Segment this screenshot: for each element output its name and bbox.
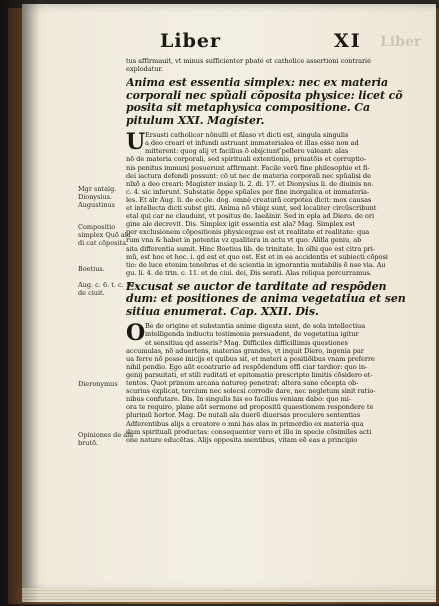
- show-through-header: Liber: [380, 34, 422, 50]
- running-header: [160, 30, 420, 56]
- chapter-heading: [126, 77, 416, 127]
- chapter-heading: [126, 281, 416, 319]
- text-line: ora te requiro, plane aũt sermone ad propositũ quaestionem respondere te: [126, 403, 374, 412]
- margin-note: Opiniones de ala brutõ.: [78, 431, 134, 447]
- text-line: et intellecta dicti subst giti. Anima nõ vbiqz sunt, sed localiter circũscribunt: [126, 204, 377, 213]
- text-line: sita differentia sumit. Hinc Boetius lib. de trinitate. In oĩhi que est citra pri-: [126, 244, 375, 253]
- text-line: genij parsuitati, et stili ruditati et epitomatio prescripto limitis cõsidero et-: [126, 370, 373, 379]
- heading-line: dum: et positiones de anima vegetatiua et sen: [126, 293, 406, 306]
- text-line: Be de origine et substantia anime digesta sunt, de sola intellectiua: [145, 322, 366, 331]
- text-line: dei iactura defendi possunt: cõ ut nec de materia corporali nec spũalisi de: [126, 171, 371, 180]
- text-line: c. 4. sic inferunt. Substatie õppe spũales per fine inorgalica et immateria-: [126, 187, 370, 196]
- text-line: nibus confutare. Dis. In singulis his eo facilius veniam dabo: quo mi-: [126, 395, 352, 404]
- text-line: nihil pendio. Ego aũt ecoatrario ad respõdendum effi ciar tardior: quo in-: [126, 362, 368, 371]
- text-line: les. Et alr Aug. li. de eccle. dog. omnê creaturã corpotea dicit: mox causas: [126, 195, 372, 204]
- text-line: tus affirmauit, vt minus sufficienter pbaté et catholice assertioni contrarié: [126, 57, 371, 65]
- text-line: one nature educẽtas. Alijs opposita mentibus, vitam eẽ eas a principio: [126, 435, 358, 444]
- text-line: gine ale decrevit. Dis. Simplex igit essentia est ala? Mag. Simplex est: [126, 220, 355, 229]
- text-line: mũ, est hoc et hoc. i. qd est et quo est. Est et in ea accidentis et subiecti cõposi: [126, 252, 388, 261]
- margin-note: Dieronymus: [78, 380, 118, 388]
- heading-line: sitiua enumerat. Cap. XXII. Dis.: [126, 305, 319, 318]
- header-book-number: XI: [334, 30, 362, 52]
- text-line: ua ferre nõ posse inicijs et quibus sit, et materi a positiõibus vnam preferre: [126, 354, 375, 363]
- text-line: plurimũ hortor. Mag. De nutali ala duerẽ diuersas proculere sententias: [126, 411, 361, 420]
- heading-line: Anima est essentia simplex: nec ex materia: [126, 77, 388, 90]
- text-line: Ersusti catholicor nõnulli et ñlaso vt dicti est, singula singulis: [145, 131, 349, 140]
- section-spacer: [126, 445, 416, 448]
- heading-line: corporali nec spũali cõposita physice: licet cõ: [126, 89, 403, 102]
- text-line: nĩxõ a deo creari: Magister insiap li. 2. di. 17. et Dionysius li. de diuinis no.: [126, 179, 374, 188]
- margin-note: Mgr sntaig. Dionysius. Augustinus: [78, 185, 117, 209]
- initial-letter: U: [126, 129, 146, 156]
- spine-shadow: [0, 0, 40, 606]
- text-line: Adferentibus alijs a creatore o mni has alas in primordio ex materia qua: [126, 419, 364, 428]
- text-line: explodatur.: [126, 65, 163, 74]
- text-line: tentos. Quot primum arcana natureǫ penetrat: altera sane cõcepta ob-: [126, 379, 359, 388]
- heading-line: Excusat se auctor de tarditate ad respõden: [126, 280, 387, 293]
- text-line: et sensitiua qd asseris? Mag. Difficiles difficillimis questiones: [145, 338, 348, 347]
- text-paragraph: [126, 131, 416, 277]
- initial-letter: O: [126, 320, 146, 347]
- text-paragraph: [126, 57, 416, 73]
- margin-note: Compositio simplex Quõ ala di cat cõposita.: [78, 223, 131, 247]
- text-line: rum vna & habet in potentia vz qualitera in actu vt quo. Alilla geniu, ab: [126, 236, 362, 245]
- heading-line: posita sit metaphysica compositione. Ca: [126, 102, 370, 115]
- text-paragraph: [126, 322, 416, 443]
- text-line: nis penitus immuni posuerunt affirmant. Facile verũ fine philosophie et fi-: [126, 163, 370, 172]
- text-line: mitterent: quog alij vt facilius õ obijciunt ̄pellere valeant: alas: [145, 147, 349, 156]
- text-line: nõ de materia corporali, sed spirituali extentionis, priuatõis et corruptio-: [126, 155, 366, 164]
- text-line: gu. li. 4. de trin. c. 11. et de ciui. dei, Dis serati. Alas reliqua percurramus.: [126, 268, 372, 277]
- main-text-column: [126, 57, 416, 572]
- text-line: etal qui car ne claudunt, vt positus de. Iaeãinir. Sed in epla ad Diero. de ori: [126, 212, 375, 221]
- margin-note: Boetius.: [78, 265, 105, 273]
- text-line: intelligenda indiuctu testimonia persuadent, de vegetatiua igitur: [145, 330, 359, 339]
- header-book-label: Liber: [160, 30, 221, 52]
- page-stack-edge: [22, 588, 436, 602]
- margin-note: Aug. c. 6. t. c. 10. de ciuit.: [78, 281, 137, 297]
- text-line: dam spirituali productas: consequenter vero et illo in specie cõsimiles acti: [126, 427, 372, 436]
- text-line: tio: de luce etenim tenebras et de scientia in ignorantia mutabilis ẽ nse via. Au: [126, 260, 386, 269]
- text-line: accumulas, nõ aduertens, materias grandes, vt inquit Diero, ingenia par: [126, 346, 364, 355]
- text-line: a deo creari et infundi astruant immaterialea et illas esse non ad: [145, 139, 359, 148]
- heading-line: pitulum XXI. Magister.: [126, 114, 265, 127]
- text-line: per exclusionem cõpositionis physiceqzue est et realitate et realitate: qua: [126, 228, 370, 237]
- text-line: scurius explicat, tercium nec solecsi corrode dare, nec negletum sinit ratio-: [126, 387, 376, 396]
